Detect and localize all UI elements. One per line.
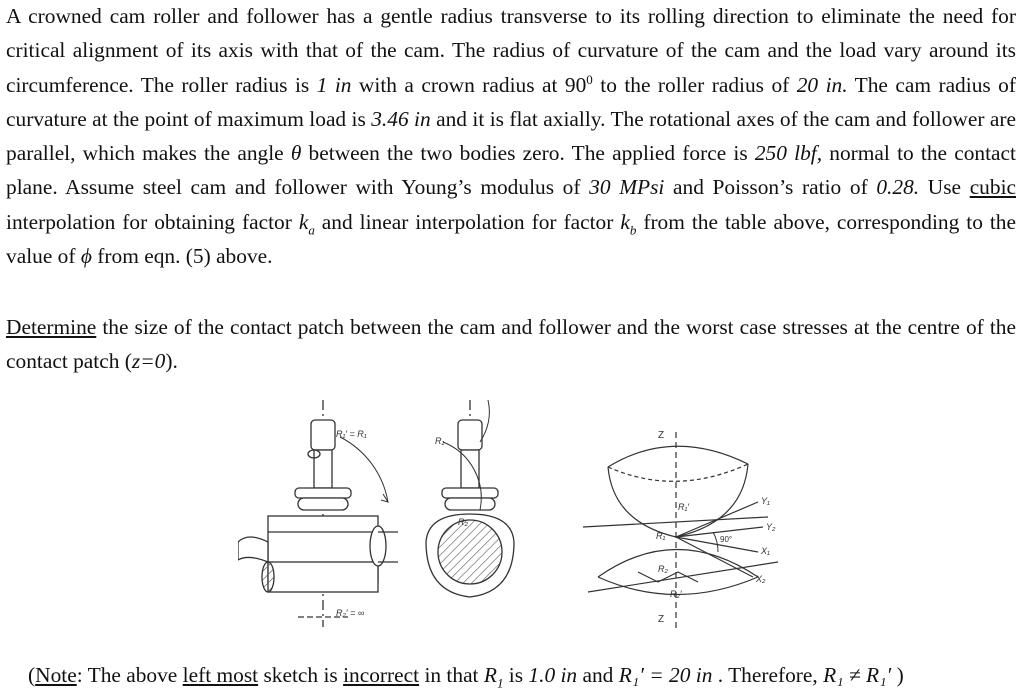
left-most-underlined: left most [182,663,259,687]
text-run: with a crown radius at 90 [351,72,587,97]
left-top-label: R₁′ = R₁ [336,429,367,439]
right-sketch [583,432,778,632]
text-run: in that [419,663,484,687]
determine-underlined: Determine [6,315,97,339]
r1-inequality: R₁ ≠ R₁′ [823,663,892,687]
right-angle-label: 90° [720,535,733,544]
cam-follower-sketches [238,392,813,644]
text-run: The cam radius of curvature at the point of maximum load is [6,72,1016,131]
text-run: and [577,663,619,687]
text-run: is [503,663,529,687]
note-word-underlined: Note [35,663,77,687]
cam-radius-value: 3.46 in [371,106,431,131]
text-run: and linear interpolation for factor [314,209,621,234]
text-run: and it is flat axially. The rotational axes of the cam and follower are parallel, which makes the angle [6,106,1016,166]
text-run: interpolation for obtaining factor [6,209,299,234]
text-run: : The above [76,663,183,687]
text-run: between the two bodies zero. The applied force is [301,141,755,166]
force-value: 250 lbf, [754,141,823,166]
task-paragraph [6,310,1016,379]
note-line [28,658,904,692]
r1-prime-equation: R₁′ = 20 in [618,663,713,687]
roller-radius-value: 1 in [316,72,352,97]
left-sketch [238,400,398,627]
text-run: and Poisson’s ratio of [664,175,877,200]
text-run: . Therefore, [712,663,824,687]
right-x2-label: X₂ [756,574,766,584]
crown-radius-value: 20 in. [796,72,848,97]
factor-k-symbol: k [298,209,309,234]
middle-r1-label: R₁ [435,436,445,446]
theta-symbol: θ [290,141,302,166]
right-x1-label: X₁ [761,546,770,556]
left-bottom-label: R₂′ = ∞ [336,608,365,618]
z-equals-zero: z=0 [131,349,166,374]
middle-r2-label: R₂ [458,517,468,527]
right-z-bottom-label: Z [658,614,665,625]
youngs-modulus-value: 30 MPsi [589,175,665,200]
text-run: to the roller radius of [592,72,797,97]
right-y1-label: Y₁ [761,496,770,506]
problem-paragraph [6,0,1016,273]
cubic-underlined: cubic [969,175,1017,200]
text-run: A crowned cam roller and follower has a gentle radius transverse to its rolling direction to eliminate the need for critical alignment of its axis with that of the cam. The radius of curvature of the cam and the load vary around its circumference. The roller radius is [6,4,1016,97]
subscript-a: a [308,222,315,238]
phi-symbol: ϕ [80,244,92,269]
text-run: normal to the contact plane. Assume steel cam and follower with Young’s modulus of [6,141,1016,200]
right-r2-label: R₂ [658,564,668,574]
poisson-ratio-value: 0.28. [876,175,920,200]
right-r2p-label: R₂′ [670,589,682,599]
factor-k-symbol: k [620,209,630,234]
text-run: the size of the contact patch between the cam and follower and the worst case stresses at the centre of the contact patch ( [6,315,1016,374]
right-r1-label: R₁ [656,531,666,541]
degree-superscript: 0 [586,71,593,87]
text-run: ( [28,663,36,687]
text-run: ) [891,663,904,687]
text-run: sketch is [258,663,344,687]
r-symbol: R [483,663,497,687]
right-z-top-label: Z [658,430,665,441]
r1-value: 1.0 in [528,663,578,687]
text-run: from the table above, corresponding to the value of [6,209,1016,269]
text-run: ). [165,349,178,374]
right-r1p-label: R₁′ [678,502,690,512]
r-subscript: 1 [496,675,504,691]
middle-sketch [426,400,514,597]
incorrect-underlined: incorrect [343,663,420,687]
subscript-b: b [629,222,637,238]
text-run: from eqn. (5) above. [91,244,273,269]
right-y2-label: Y₂ [766,522,776,532]
text-run: Use [919,175,970,200]
